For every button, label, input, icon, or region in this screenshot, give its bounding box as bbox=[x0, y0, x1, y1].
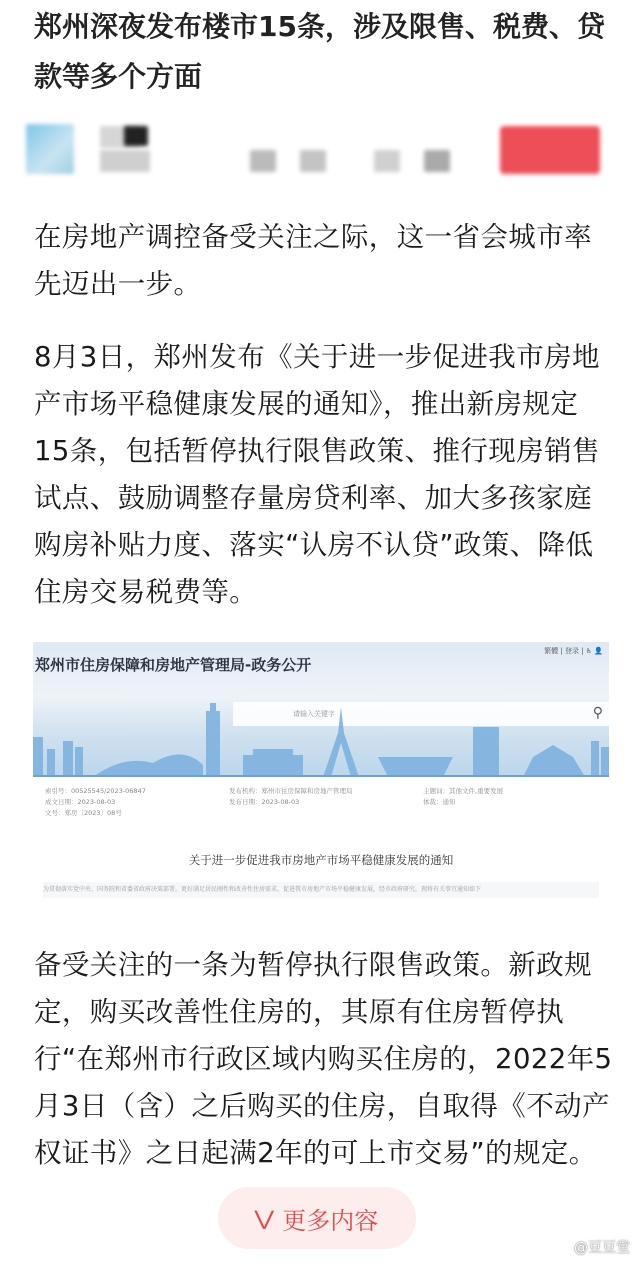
more-content-label: 更多内容 bbox=[282, 1206, 379, 1235]
paragraph-3: 备受关注的一条为暂停执行限售政策。新政规定，购买改善性住房的，其原有住房暂停执行“在郑州市行政区域内购买住房的，2022年5月3日（含）之后购买的住房，自取得《不动产权证书》之日起满2年的可上市交易”的规定。 bbox=[34, 949, 613, 1169]
double-chevron-down-icon: ⋁ bbox=[254, 1206, 274, 1230]
more-row bbox=[0, 1177, 640, 1267]
site-banner bbox=[33, 642, 609, 777]
site-title: 郑州市住房保障和房地产管理局-政务公开 bbox=[35, 656, 312, 674]
info-doc-no: 文号：郑房〔2023〕08号 bbox=[45, 809, 122, 817]
info-publisher: 发布机构：郑州市住房保障和房地产管理局 bbox=[229, 787, 353, 795]
document-info bbox=[33, 784, 609, 844]
embedded-screenshot bbox=[33, 642, 609, 916]
search-icon[interactable]: ⚲ bbox=[592, 705, 603, 721]
more-content-button[interactable] bbox=[218, 1187, 416, 1249]
author-meta-blurred bbox=[0, 124, 640, 176]
document-intro: 为贯彻落实党中央、国务院和省委省政府决策部署，更好满足居民刚性和改善性住房需求，促进我市房地产市场平稳健康发展，经市政府研究，现将有关事宜通知如下 bbox=[43, 882, 599, 898]
paragraph-1: 在房地产调控备受关注之际，这一省会城市率先迈出一步。 bbox=[34, 221, 592, 300]
avatar[interactable] bbox=[26, 124, 74, 174]
skyline-illustration bbox=[33, 697, 609, 777]
document-title: 关于进一步促进我市房地产市场平稳健康发展的通知 bbox=[188, 853, 454, 867]
info-published: 发布日期：2023-08-03 bbox=[229, 798, 300, 806]
info-topic: 主题词：其他文件,重要发展 bbox=[423, 787, 504, 795]
article-title: 郑州深夜发布楼市15条，涉及限售、税费、贷款等多个方面 bbox=[34, 10, 605, 93]
info-category: 体裁：通知 bbox=[423, 798, 456, 806]
watermark: @豆豆堂 bbox=[574, 1240, 630, 1256]
info-created: 成文日期：2023-08-03 bbox=[45, 798, 116, 806]
paragraph-2: 8月3日，郑州发布《关于进一步促进我市房地产市场平稳健康发展的通知》，推出新房规定15条，包括暂停执行限售政策、推行现房销售试点、鼓励调整存量房贷利率、加大多孩家庭购房补贴力度、落实“认房不认贷”政策、降低住房交易税费等。 bbox=[34, 341, 600, 608]
search-placeholder: 请输入关键字 bbox=[293, 710, 335, 718]
top-links: 繁體 | 登录 | ♿ 👤 bbox=[544, 647, 603, 655]
info-index-no: 索引号：00525545/2023-06847 bbox=[45, 787, 146, 795]
follow-button[interactable] bbox=[500, 126, 600, 174]
